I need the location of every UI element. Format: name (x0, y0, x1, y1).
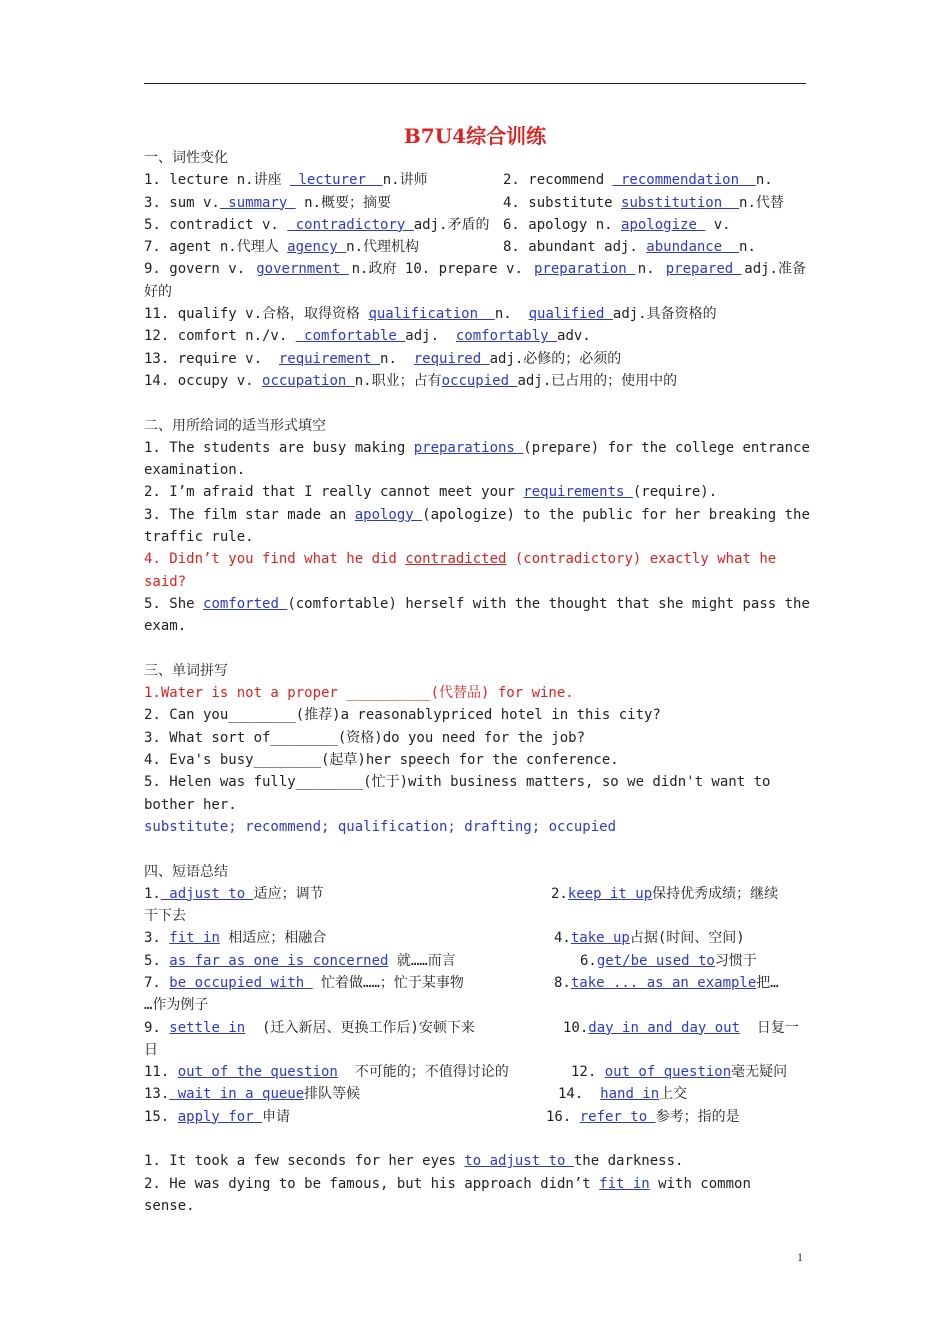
page-number: 1 (797, 1250, 803, 1264)
phrase-row-7-8: 7. be occupied with 忙着做……；忙于某事物 8.take ... as an example把… (144, 974, 779, 991)
section2-q4-cont: said? (144, 573, 187, 590)
section3-q3: 3. What sort of________(资格)do you need for the job? (144, 729, 586, 746)
section1-row: 7. agent n.代理人 agency n.代理机构 8. abundant adj. abundance n. (144, 239, 756, 256)
section1-rows (144, 169, 806, 258)
phrase-row-1-2-cont: 干下去 (144, 908, 186, 925)
section1-heading: 一、词性变化 (144, 150, 228, 166)
phrase-row-13-14: 13. wait in a queue排队等候 14. hand in上交 (144, 1086, 688, 1103)
section1-line9: 9. govern v. government n.政府 10. prepare v. preparation n. prepared adj.准备 (144, 258, 806, 280)
section5-q2-cont: sense. (144, 1197, 195, 1214)
section2-heading: 二、用所给词的适当形式填空 (144, 417, 326, 434)
section2-q1-cont: examination. (144, 462, 246, 479)
section1-line11: 11. qualify v.合格，取得资格 qualification n. qualified adj.具备资格的 (144, 306, 717, 323)
section3-q1: 1.Water is not a proper __________(代替品) for wine. (144, 685, 574, 702)
phrase-row-5-6: 5. as far as one is concerned 就……而言 6.get/be used to习惯于 (144, 952, 757, 969)
section1-line13: 13. require v. requirement n. required adj.必修的；必须的 (144, 350, 622, 367)
section1-line14: 14. occupy v. occupation n.职业；占有occupied adj.已占用的；使用中的 (144, 372, 678, 389)
section3-q5: 5. Helen was fully________(忙于)with business matters, so we didn't want to (144, 774, 771, 791)
section5-q1: 1. It took a few seconds for her eyes to adjust to the darkness. (144, 1153, 684, 1170)
section1-row: 1. lecture n.讲座 lecturer n.讲师 2. recommend recommendation n. (144, 172, 773, 189)
phrase-row-15-16: 15. apply for 申请 16. refer to 参考；指的是 (144, 1108, 740, 1125)
section1-row: 5. contradict v. contradictory adj.矛盾的 6. apology n. apologize v. (144, 216, 731, 233)
section3-q5-cont: bother her. (144, 796, 237, 813)
header-rule (144, 83, 806, 84)
section1-row: 3. sum v. summary n.概要；摘要 4. substitute substitution n.代替 (144, 194, 784, 211)
phrase-row-9-10-cont: 日 (144, 1041, 158, 1058)
section3-q2: 2. Can you________(推荐)a reasonablypriced hotel in this city? (144, 707, 661, 724)
page-title: B7U4综合训练 (403, 124, 547, 148)
section3-answers: substitute; recommend; qualification; drafting; occupied (144, 818, 617, 835)
phrase-row-3-4: 3. fit in 相适应；相融合 4.take up占据(时间、空间) (144, 930, 745, 947)
section3-q4: 4. Eva's busy________(起草)her speech for the conference. (144, 752, 619, 769)
section2-q3: 3. The film star made an apology (apologize) to the public for her breaking the (144, 506, 810, 523)
section3-heading: 三、单词拼写 (144, 662, 228, 679)
section4-heading: 四、短语总结 (144, 863, 228, 880)
answer: government (256, 261, 349, 278)
section2-q5: 5. She comforted (comfortable) herself with the thought that she might pass the (144, 595, 810, 612)
section1-line12: 12. comfort n./v. comfortable adj. comfortably adv. (144, 328, 591, 345)
section2-q1: 1. The students are busy making preparations (prepare) for the college entrance (144, 439, 810, 456)
worksheet-body (144, 147, 810, 1217)
section1-line9-cont: 好的 (144, 283, 172, 300)
phrase-row-9-10: 9. settle in (迁入新居、更换工作后)安顿下来 10.day in and day out 日复一 (144, 1019, 799, 1036)
section5-q2: 2. He was dying to be famous, but his approach didn’t fit in with common (144, 1175, 751, 1192)
section2-q5-cont: exam. (144, 618, 187, 635)
section2-q2: 2. I’m afraid that I really cannot meet your requirements (require). (144, 484, 718, 501)
phrase-row-1-2: 1. adjust to 适应；调节 2.keep it up保持优秀成绩；继续 (144, 885, 779, 902)
section2-q3-cont: traffic rule. (144, 529, 254, 546)
phrase-row-7-8-cont: …作为例子 (144, 997, 209, 1014)
answer: preparation (533, 261, 636, 278)
phrase-row-11-12: 11. out of the question 不可能的；不值得讨论的 12. out of question毫无疑问 (144, 1064, 788, 1081)
answer: prepared (665, 261, 742, 278)
section2-q4: 4. Didn’t you find what he did contradicted (contradictory) exactly what he (144, 551, 777, 568)
